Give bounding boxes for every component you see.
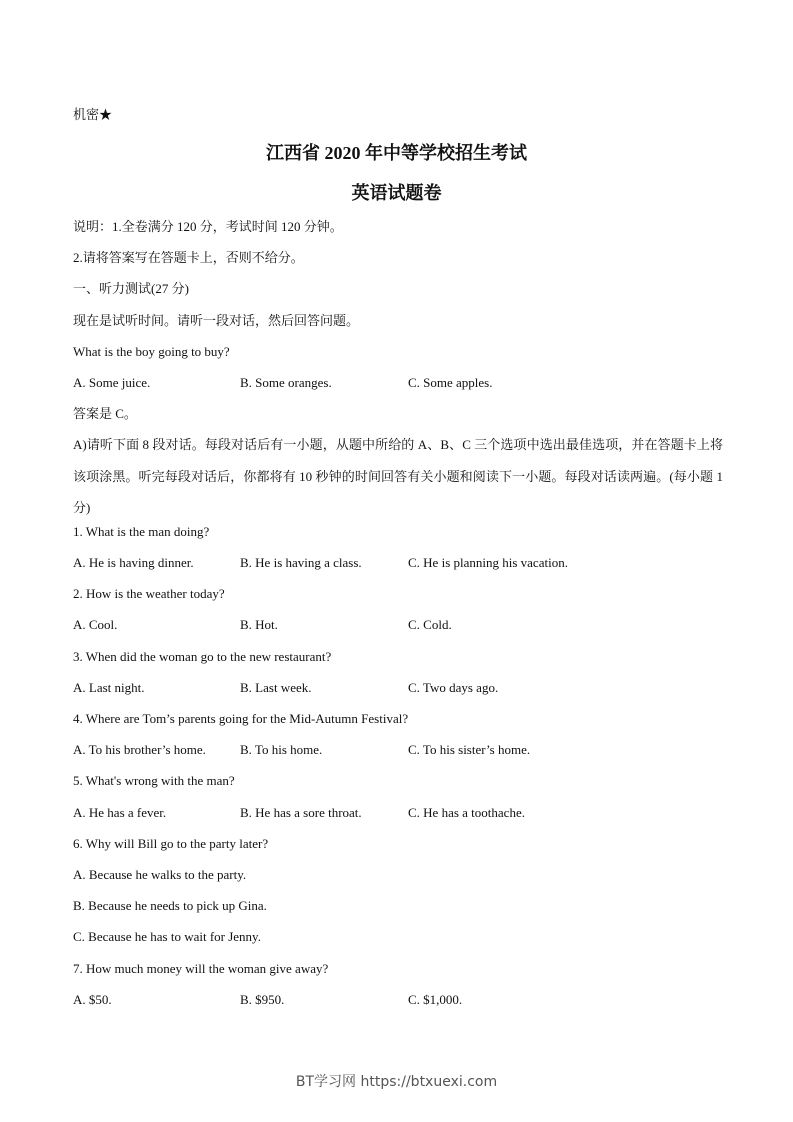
- option-b: B. Hot.: [240, 617, 278, 633]
- option-c: C. Because he has to wait for Jenny.: [73, 929, 261, 945]
- exam-subtitle: 英语试题卷: [351, 183, 442, 203]
- option-b: B. He is having a class.: [240, 555, 362, 571]
- option-c: C. Two days ago.: [408, 679, 499, 695]
- exam-title: 江西省 2020 年中等学校招生考试: [266, 143, 527, 163]
- option-b: B. He has a sore throat.: [240, 804, 362, 820]
- part-a-instructions: A)请听下面 8 段对话。每段对话后有一小题，从题中所给的 A、B、C 三个选项中选出最佳选项，并在答题卡上将该项涂黑。听完每段对话后，你都将有 10 秒钟的时间回答有关小题和阅读下一小题。每段对话读两遍。(每小题 1 分): [73, 437, 723, 515]
- sample-question: What is the boy going to buy?: [73, 343, 230, 359]
- sample-answer: 答案是 C。: [73, 406, 137, 422]
- option-c: C. Cold.: [408, 617, 452, 633]
- question-options: [73, 554, 723, 585]
- question: 5. What's wrong with the man?: [73, 773, 235, 789]
- option-a: A. To his brother’s home.: [73, 742, 206, 758]
- option-c: C. $1,000.: [408, 991, 463, 1007]
- sample-intro: 现在是试听时间。请听一段对话，然后回答问题。: [73, 312, 360, 328]
- sample-options: [73, 374, 723, 405]
- exam-body: [73, 218, 723, 1022]
- option-a: A. Some juice.: [73, 374, 151, 390]
- option-a: A. Last night.: [73, 679, 145, 695]
- question: 6. Why will Bill go to the party later?: [73, 835, 269, 851]
- option-b: B. To his home.: [240, 742, 323, 758]
- option-b: B. Because he needs to pick up Gina.: [73, 898, 267, 914]
- question-options: [73, 991, 723, 1022]
- question: 2. How is the weather today?: [73, 586, 225, 602]
- option-b: B. Last week.: [240, 679, 312, 695]
- option-b: B. Some oranges.: [240, 374, 332, 390]
- question-options: [73, 804, 723, 835]
- section-heading: 一、听力测试(27 分): [73, 281, 189, 297]
- question: 4. Where are Tom’s parents going for the Mid-Autumn Festival?: [73, 711, 409, 727]
- question-options: [73, 741, 723, 772]
- question-options: [73, 679, 723, 710]
- instruction-line: 2.请将答案写在答题卡上，否则不给分。: [73, 250, 304, 266]
- option-c: C. Some apples.: [408, 374, 493, 390]
- option-c: C. He has a toothache.: [408, 804, 525, 820]
- option-a: A. Cool.: [73, 617, 118, 633]
- footer-watermark[interactable]: BT学习网 https://btxuexi.com: [295, 1074, 498, 1090]
- question-options: [73, 616, 723, 647]
- question: 3. When did the woman go to the new restaurant?: [73, 648, 332, 664]
- instruction-line: 说明：1.全卷满分 120 分，考试时间 120 分钟。: [73, 219, 343, 234]
- option-c: C. To his sister’s home.: [408, 742, 531, 758]
- option-a: A. Because he walks to the party.: [73, 866, 247, 882]
- option-a: A. $50.: [73, 991, 112, 1007]
- option-a: A. He has a fever.: [73, 804, 167, 820]
- question: 7. How much money will the woman give away?: [73, 960, 329, 976]
- confidential-label: 机密★: [73, 107, 113, 122]
- option-c: C. He is planning his vacation.: [408, 555, 568, 571]
- option-b: B. $950.: [240, 991, 285, 1007]
- question: 1. What is the man doing?: [73, 523, 210, 539]
- option-a: A. He is having dinner.: [73, 555, 194, 571]
